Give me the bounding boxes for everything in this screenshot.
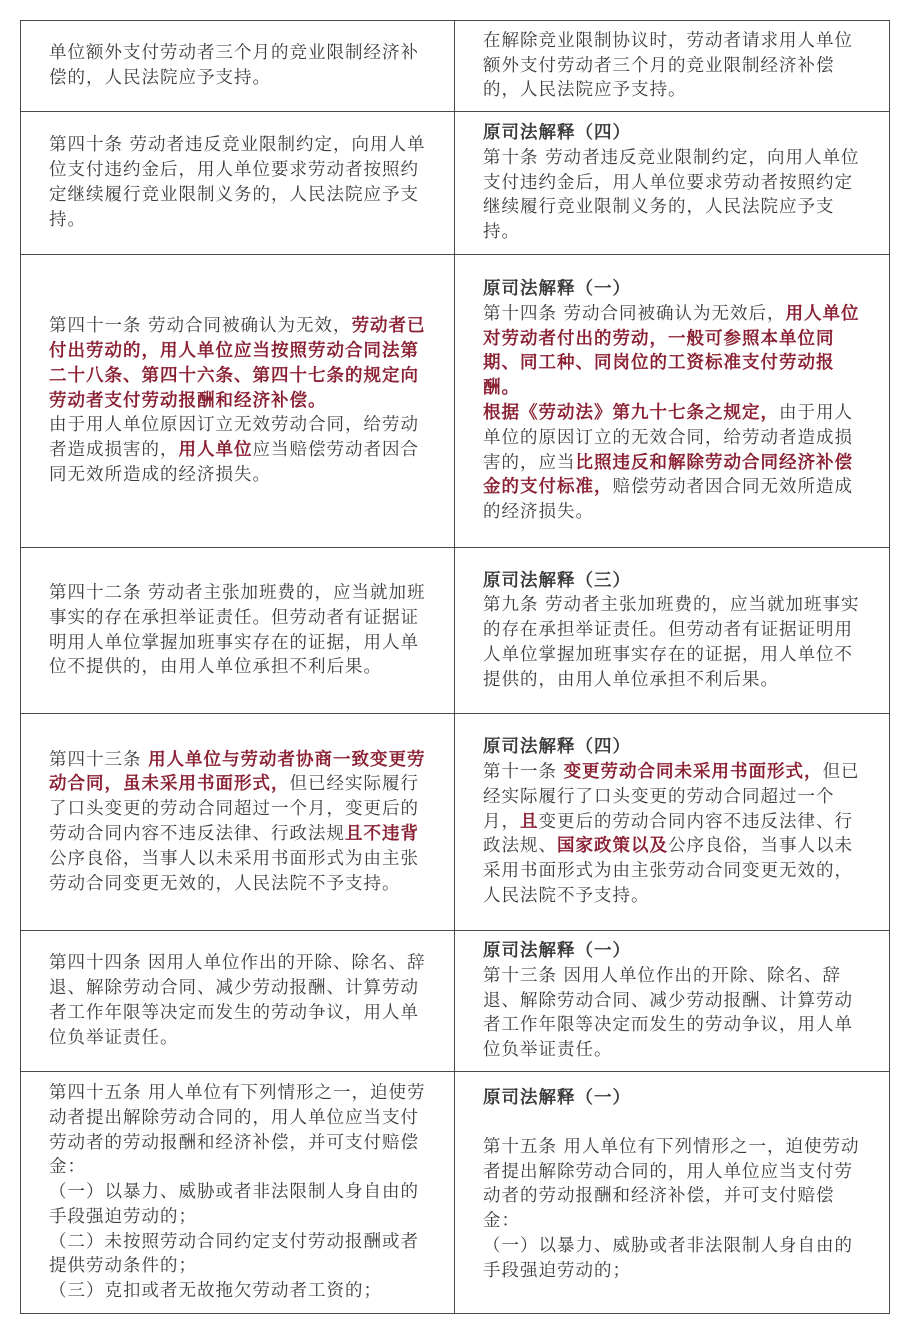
table-row	[21, 111, 889, 254]
new-provision-cell	[21, 714, 455, 930]
provision-paragraph	[483, 401, 863, 525]
provision-text: （一）以暴力、威胁或者非法限制人身自由的手段强迫劳动的；	[483, 1235, 853, 1281]
comparison-table	[20, 20, 890, 1314]
provision-text: 第十三条 因用人单位作出的开除、除名、辞退、解除劳动合同、减少劳动报酬、计算劳动者工作年限等决定而发生的劳动争议，用人单位负举证责任。	[483, 965, 853, 1061]
source-heading: 原司法解释（三）	[483, 570, 631, 591]
provision-text: 由于用人单位的原因订立的无效合同，给劳动者造成损害的，应当	[483, 403, 853, 473]
provision-paragraph	[483, 1234, 863, 1284]
provision-paragraph	[49, 41, 428, 91]
original-provision-cell	[455, 21, 889, 111]
highlighted-text: 比照违反和解除劳动合同经济补偿金的支付标准，	[483, 452, 853, 498]
new-provision-cell	[21, 255, 455, 547]
highlighted-text: 且不违背	[345, 824, 419, 844]
original-provision-cell	[455, 1072, 889, 1313]
highlighted-text: 变更劳动合同未采用书面形式，	[563, 762, 823, 782]
source-heading: 原司法解释（四）	[483, 123, 631, 143]
provision-text: （二）未按照劳动合同约定支付劳动报酬或者提供劳动条件的；	[49, 1231, 419, 1277]
highlighted-text: 用人单位对劳动者付出的劳动，一般可参照本单位同期、同工种、同岗位的工资标准支付劳动报酬。	[483, 303, 860, 399]
new-provision-cell	[21, 112, 455, 254]
original-provision-cell	[455, 255, 889, 547]
provision-text: 第十五条 用人单位有下列情形之一，迫使劳动者提出解除劳动合同的，用人单位应当支付劳动者的劳动报酬和经济补偿，并可支付赔偿金：	[483, 1136, 860, 1232]
source-heading: 原司法解释（一）	[483, 1088, 631, 1108]
provision-paragraph	[49, 581, 428, 680]
provision-paragraph	[49, 748, 428, 897]
provision-text: 单位额外支付劳动者三个月的竞业限制经济补偿的，人民法院应予支持。	[49, 43, 419, 88]
provision-text: 公序良俗，当事人以未采用书面形式为由主张劳动合同变更无效的，人民法院不予支持。	[483, 836, 853, 906]
table-row	[21, 547, 889, 713]
provision-paragraph	[483, 146, 863, 245]
table-row	[21, 713, 889, 930]
original-provision-cell	[455, 931, 889, 1071]
provision-paragraph	[49, 1279, 428, 1304]
provision-paragraph	[483, 760, 863, 909]
provision-paragraph	[49, 951, 428, 1050]
new-provision-cell	[21, 548, 455, 713]
provision-paragraph	[483, 593, 863, 692]
new-provision-cell	[21, 931, 455, 1071]
provision-text: 但已经实际履行了口头变更的劳动合同超过一个月，	[483, 762, 860, 832]
highlighted-text: 劳动者已付出劳动的，用人单位应当按照劳动合同法第二十八条、第四十六条、第四十七条的规定向劳动者支付劳动报酬和经济补偿。	[49, 316, 426, 411]
provision-text: 第九条 劳动者主张加班费的，应当就加班事实的存在承担举证责任。但劳动者有证据证明用人单位掌握加班事实存在的证据，用人单位不提供的，由用人单位承担不利后果。	[483, 595, 860, 690]
highlighted-text: 用人单位	[178, 440, 253, 461]
provision-text: （一）以暴力、威胁或者非法限制人身自由的手段强迫劳动的；	[49, 1182, 419, 1227]
provision-text: 第十四条 劳动合同被确认为无效后，	[483, 303, 786, 324]
provision-text: 但已经实际履行了口头变更的劳动合同超过一个月，变更后的劳动合同内容不违反法律、行政法规	[49, 774, 419, 844]
table-row	[21, 930, 889, 1071]
provision-paragraph	[483, 964, 863, 1063]
provision-text: 公序良俗，当事人以未采用书面形式为由主张劳动合同变更无效的，人民法院不予支持。	[49, 848, 419, 894]
highlighted-text: 用人单位与劳动者协商一致变更劳动合同，虽未采用书面形式，	[49, 749, 426, 795]
provision-paragraph	[49, 133, 428, 232]
provision-paragraph	[483, 29, 863, 103]
provision-text: 赔偿劳动者因合同无效所造成的经济损失。	[483, 477, 853, 523]
provision-paragraph	[483, 1135, 863, 1234]
provision-text: 由于用人单位原因订立无效劳动合同，给劳动者造成损害的，	[49, 415, 419, 461]
provision-text: 在解除竞业限制协议时，劳动者请求用人单位额外支付劳动者三个月的竞业限制经济补偿的，人民法院应予支持。	[483, 30, 853, 101]
source-heading: 原司法解释（一）	[483, 279, 631, 300]
source-heading: 原司法解释（一）	[483, 941, 631, 961]
provision-text: 第十一条	[483, 762, 564, 782]
highlighted-text: 国家政策以及	[557, 836, 668, 857]
provision-text: （三）克扣或者无故拖欠劳动者工资的；	[49, 1281, 382, 1302]
provision-text: 变更后的劳动合同内容不违反法律、行政法规、	[483, 811, 853, 857]
provision-text: 第四十条 劳动者违反竞业限制约定，向用人单位支付违约金后，用人单位要求劳动者按照约定继续履行竞业限制义务的，人民法院应予支持。	[49, 135, 426, 230]
table-row	[21, 1071, 889, 1313]
table-row	[21, 21, 889, 111]
provision-text: 应当赔偿劳动者因合同无效所造成的经济损失。	[49, 440, 419, 485]
original-provision-cell	[455, 112, 889, 254]
provision-text: 第十条 劳动者违反竞业限制约定，向用人单位支付违约金后，用人单位要求劳动者按照约定继续履行竞业限制义务的，人民法院应予支持。	[483, 147, 860, 243]
provision-text: 第四十一条 劳动合同被确认为无效，	[49, 316, 352, 337]
new-provision-cell	[21, 21, 455, 111]
spacer	[483, 1111, 863, 1135]
table-row	[21, 254, 889, 547]
source-heading: 原司法解释（四）	[483, 737, 631, 758]
provision-text: 第四十五条 用人单位有下列情形之一，迫使劳动者提出解除劳动合同的，用人单位应当支付劳动者的劳动报酬和经济补偿，并可支付赔偿金：	[49, 1082, 426, 1178]
provision-paragraph	[49, 1180, 428, 1230]
provision-paragraph	[49, 1081, 428, 1180]
provision-paragraph	[49, 314, 428, 413]
provision-text: 第四十二条 劳动者主张加班费的，应当就加班事实的存在承担举证责任。但劳动者有证据证明用人单位掌握加班事实存在的证据，用人单位不提供的，由用人单位承担不利后果。	[49, 582, 426, 678]
provision-paragraph	[49, 413, 428, 487]
provision-text: 第四十三条	[49, 749, 149, 770]
original-provision-cell	[455, 548, 889, 713]
highlighted-text: 且	[520, 811, 539, 832]
provision-paragraph	[483, 302, 863, 401]
original-provision-cell	[455, 714, 889, 930]
provision-paragraph	[49, 1230, 428, 1280]
provision-text: 第四十四条 因用人单位作出的开除、除名、辞退、解除劳动合同、减少劳动报酬、计算劳动者工作年限等决定而发生的劳动争议，用人单位负举证责任。	[49, 953, 426, 1048]
highlighted-text: 根据《劳动法》第九十七条之规定，	[483, 403, 779, 423]
new-provision-cell	[21, 1072, 455, 1313]
